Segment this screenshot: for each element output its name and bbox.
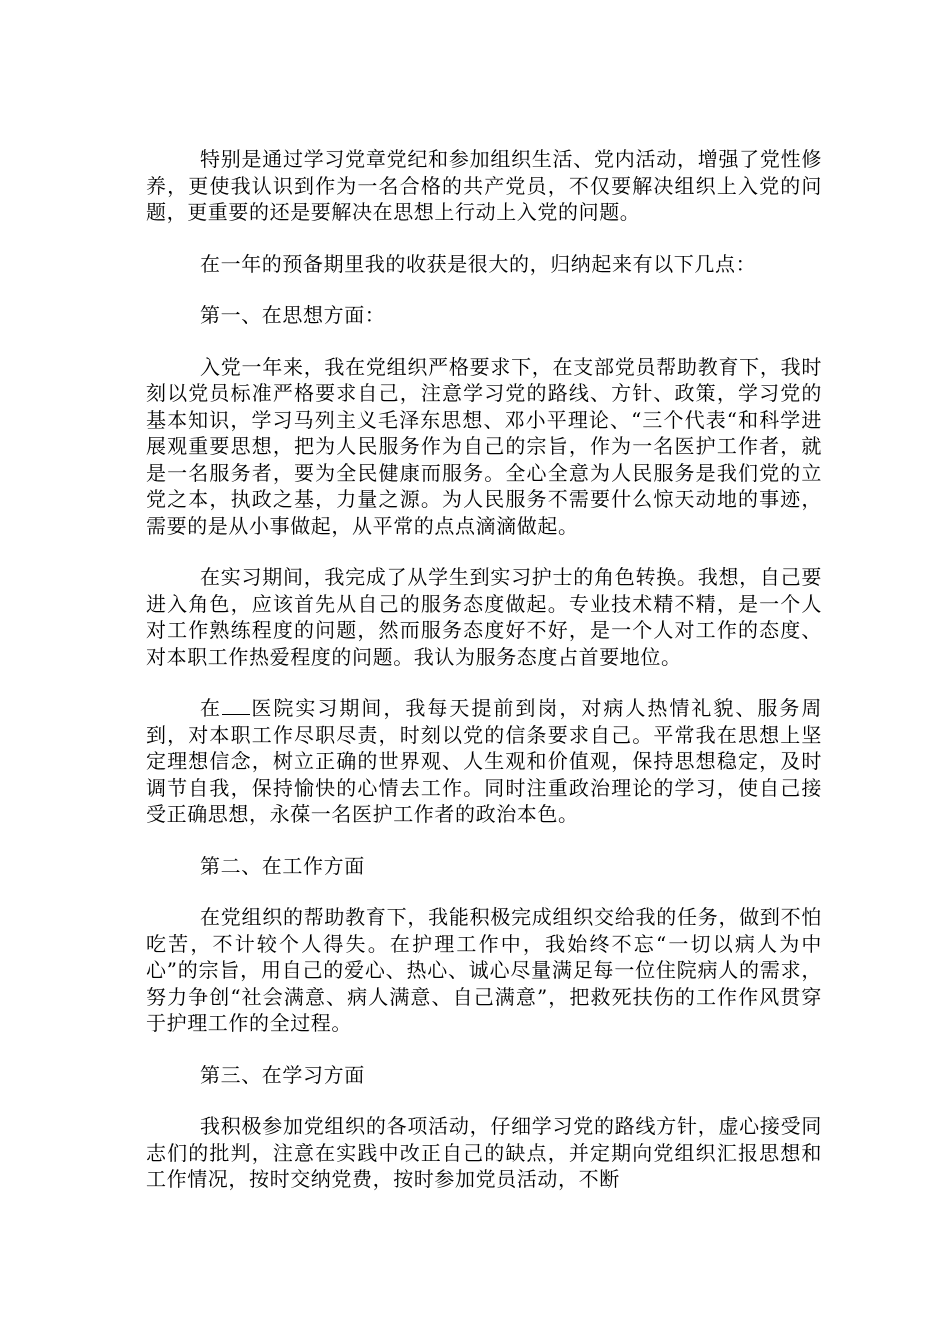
paragraph-hospital-internship [146, 695, 822, 828]
paragraph-prefix: 在 [200, 696, 222, 720]
paragraph-summary-intro: 在一年的预备期里我的收获是很大的，归纳起来有以下几点： [200, 251, 757, 276]
document-page [146, 146, 822, 1218]
paragraph-work-body: 在党组织的帮助教育下，我能积极完成组织交给我的任务，做到不怕吃苦，不计较个人得失。在护理工作中，我始终不忘“一切以病人为中心”的宗旨，用自己的爱心、热心、诚心尽量满足每一位住院病人的需求，努力争创“社会满意、病人满意、自己满意”，把救死扶伤的工作作风贯穿于护理工作的全过程。 [146, 905, 822, 1035]
paragraph-thought-body: 入党一年来，我在党组织严格要求下，在支部党员帮助教育下，我时刻以党员标准严格要求自己，注意学习党的路线、方针、政策，学习党的基本知识，学习马列主义毛泽东思想、邓小平理论、“三个代表“和科学进展观重要思想，把为人民服务作为自己的宗旨，作为一名医护工作者，就是一名服务者，要为全民健康而服务。全心全意为人民服务是我们党的立党之本，执政之基，力量之源。为人民服务不需要什么惊天动地的事迹，需要的是从小事做起，从平常的点点滴滴做起。 [146, 354, 822, 538]
paragraph-internship-role: 在实习期间，我完成了从学生到实习护士的角色转换。我想，自己要进入角色，应该首先从自己的服务态度做起。专业技术精不精，是一个人对工作熟练程度的问题，然而服务态度好不好，是一个人对工作的态度、对本职工作热爱程度的问题。我认为服务态度占首要地位。 [146, 565, 822, 669]
blank-line [222, 696, 250, 715]
heading-study: 第三、在学习方面 [200, 1062, 365, 1087]
paragraph-rest: 医院实习期间，我每天提前到岗，对病人热情礼貌、服务周到，对本职工作尽职尽责，时刻以党的信条要求自己。平常我在思想上坚定理想信念，树立正确的世界观、人生观和价值观，保持思想稳定，及时调节自我，保持愉快的心情去工作。同时注重政治理论的学习，使自己接受正确思想，永葆一名医护工作者的政治本色。 [146, 696, 822, 826]
paragraph-study-body: 我积极参加党组织的各项活动，仔细学习党的路线方针，虚心接受同志们的批判，注意在实践中改正自己的缺点，并定期向党组织汇报思想和工作情况，按时交纳党费，按时参加党员活动，不断 [146, 1114, 822, 1191]
heading-work: 第二、在工作方面 [200, 853, 365, 878]
paragraph-party-cultivation: 特别是通过学习党章党纪和参加组织生活、党内活动，增强了党性修养，更使我认识到作为一名合格的共产党员，不仅要解决组织上入党的问题，更重要的还是要解决在思想上行动上入党的问题。 [146, 147, 822, 224]
heading-thought: 第一、在思想方面： [200, 303, 386, 327]
